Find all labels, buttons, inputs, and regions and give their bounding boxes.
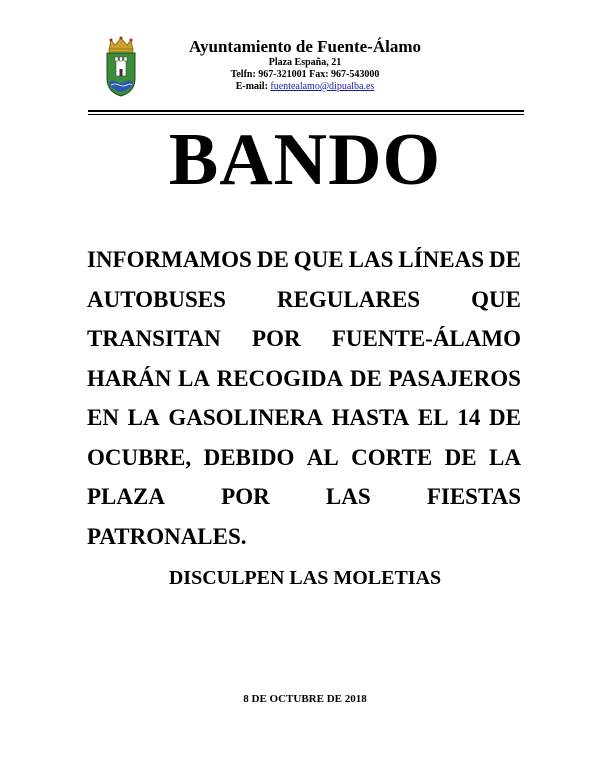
body-word: POR [252, 326, 301, 351]
body-word: DE [349, 365, 382, 391]
body-line [87, 240, 521, 280]
body-word: POR [221, 484, 270, 509]
body-word: REGULARES [276, 286, 421, 312]
body-line [87, 280, 521, 320]
body-word: FUENTE-ÁLAMO [331, 326, 521, 351]
body-line [87, 319, 521, 359]
notice-heading: BANDO [168, 119, 442, 201]
body-word: LÍNEAS [398, 247, 485, 272]
body-word: PLAZA [87, 484, 165, 509]
body-word: 14 [457, 405, 481, 430]
body-word: TRANSITAN [87, 326, 221, 351]
notice-body [87, 240, 521, 556]
email-label: E-mail: [235, 81, 271, 92]
letterhead [150, 37, 460, 93]
body-word: FIESTAS [426, 484, 521, 509]
coat-of-arms-icon [104, 36, 138, 98]
body-line [87, 398, 521, 438]
body-word: LA [488, 444, 521, 470]
body-word: LA [178, 365, 210, 391]
municipality-name: Ayuntamiento de Fuente-Álamo [189, 37, 421, 56]
phone-fax: Telfn: 967-321001 Fax: 967-543000 [230, 69, 380, 80]
body-word: DEBIDO [203, 444, 295, 470]
body-word: EL [417, 405, 449, 430]
body-line [87, 359, 521, 399]
body-word: GASOLINERA [168, 405, 323, 430]
body-word: CORTE [351, 444, 433, 470]
body-word: LA [127, 405, 160, 430]
body-word: QUE [293, 247, 344, 272]
body-line [87, 477, 521, 517]
body-word: AL [306, 444, 339, 470]
body-line [87, 517, 521, 557]
apology-text: DISCULPEN LAS MOLETIAS [168, 567, 442, 589]
body-line [87, 438, 521, 478]
body-word: LAS [348, 247, 394, 272]
body-word: PASAJEROS [388, 365, 521, 391]
body-word: EN [87, 405, 119, 430]
body-word: RECOGIDA [216, 365, 344, 391]
body-word: QUE [471, 286, 521, 312]
body-word: INFORMAMOS [87, 247, 252, 272]
email-link[interactable]: fuentealamo@dipualba.es [270, 81, 375, 92]
header-divider [88, 110, 524, 112]
body-word: HASTA [331, 405, 410, 430]
body-word: PATRONALES. [87, 523, 247, 549]
body-word: HARÁN [87, 365, 172, 391]
header-divider-thin [88, 114, 524, 115]
body-word: LAS [325, 484, 371, 509]
email-line [150, 81, 460, 93]
body-word: OCUBRE, [87, 444, 192, 470]
body-word: DE [256, 247, 289, 272]
body-word: DE [489, 247, 521, 272]
notice-date: 8 DE OCTUBRE DE 2018 [243, 693, 367, 705]
address: Plaza España, 21 [268, 57, 342, 68]
body-word: AUTOBUSES [87, 286, 226, 312]
body-word: DE [444, 444, 477, 470]
body-word: DE [489, 405, 521, 430]
